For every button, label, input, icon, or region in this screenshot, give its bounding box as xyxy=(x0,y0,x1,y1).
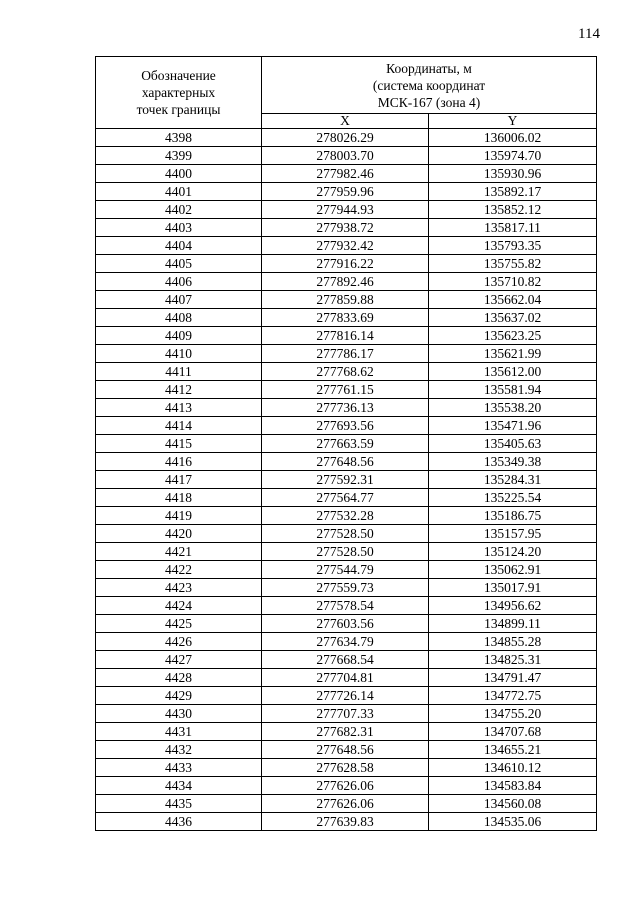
y-coordinate-cell: 134791.47 xyxy=(429,669,597,687)
table-row xyxy=(96,273,597,291)
x-coordinate-cell: 277528.50 xyxy=(262,543,429,561)
point-cell: 4421 xyxy=(96,543,262,561)
point-cell: 4398 xyxy=(96,129,262,147)
x-column-header: X xyxy=(262,114,429,129)
x-coordinate-cell: 277736.13 xyxy=(262,399,429,417)
point-cell: 4412 xyxy=(96,381,262,399)
x-coordinate-cell: 277564.77 xyxy=(262,489,429,507)
page-number: 114 xyxy=(578,26,600,42)
x-coordinate-cell: 277628.58 xyxy=(262,759,429,777)
y-coordinate-cell: 134899.11 xyxy=(429,615,597,633)
point-cell: 4402 xyxy=(96,201,262,219)
y-coordinate-cell: 135930.96 xyxy=(429,165,597,183)
y-coordinate-cell: 135755.82 xyxy=(429,255,597,273)
point-cell: 4419 xyxy=(96,507,262,525)
table-row xyxy=(96,363,597,381)
point-cell: 4425 xyxy=(96,615,262,633)
y-coordinate-cell: 135581.94 xyxy=(429,381,597,399)
table-row xyxy=(96,291,597,309)
point-cell: 4427 xyxy=(96,651,262,669)
x-coordinate-cell: 277626.06 xyxy=(262,777,429,795)
point-cell: 4409 xyxy=(96,327,262,345)
table-row xyxy=(96,129,597,147)
table-row xyxy=(96,453,597,471)
table-row xyxy=(96,327,597,345)
table-row xyxy=(96,525,597,543)
table-row xyxy=(96,579,597,597)
x-coordinate-cell: 277559.73 xyxy=(262,579,429,597)
x-coordinate-cell: 277704.81 xyxy=(262,669,429,687)
table-row xyxy=(96,633,597,651)
table-row xyxy=(96,543,597,561)
y-coordinate-cell: 134772.75 xyxy=(429,687,597,705)
table-row xyxy=(96,615,597,633)
x-coordinate-cell: 277916.22 xyxy=(262,255,429,273)
point-cell: 4426 xyxy=(96,633,262,651)
y-coordinate-cell: 134535.06 xyxy=(429,813,597,831)
coords-header-line: (система координат xyxy=(372,77,486,93)
table-row xyxy=(96,669,597,687)
table-body xyxy=(96,129,597,831)
point-cell: 4415 xyxy=(96,435,262,453)
y-coordinate-cell: 135817.11 xyxy=(429,219,597,237)
table-header xyxy=(96,57,597,129)
y-coordinate-cell: 135852.12 xyxy=(429,201,597,219)
x-coordinate-cell: 277982.46 xyxy=(262,165,429,183)
y-coordinate-cell: 135186.75 xyxy=(429,507,597,525)
table-row xyxy=(96,777,597,795)
y-coordinate-cell: 135405.63 xyxy=(429,435,597,453)
point-cell: 4400 xyxy=(96,165,262,183)
y-coordinate-cell: 135225.54 xyxy=(429,489,597,507)
point-cell: 4432 xyxy=(96,741,262,759)
x-coordinate-cell: 277959.96 xyxy=(262,183,429,201)
point-cell: 4406 xyxy=(96,273,262,291)
coordinates-table xyxy=(95,56,597,831)
y-coordinate-cell: 134610.12 xyxy=(429,759,597,777)
y-coordinate-cell: 135623.25 xyxy=(429,327,597,345)
x-coordinate-cell: 277944.93 xyxy=(262,201,429,219)
x-coordinate-cell: 277626.06 xyxy=(262,795,429,813)
point-header-line: точек границы xyxy=(136,102,221,117)
table-row xyxy=(96,651,597,669)
point-cell: 4429 xyxy=(96,687,262,705)
point-header-line: Обозначение xyxy=(141,68,216,83)
y-coordinate-cell: 134560.08 xyxy=(429,795,597,813)
table-row xyxy=(96,507,597,525)
y-coordinate-cell: 135793.35 xyxy=(429,237,597,255)
point-cell: 4433 xyxy=(96,759,262,777)
table-row xyxy=(96,309,597,327)
y-coordinate-cell: 135017.91 xyxy=(429,579,597,597)
x-coordinate-cell: 277768.62 xyxy=(262,363,429,381)
table-row xyxy=(96,687,597,705)
y-coordinate-cell: 134825.31 xyxy=(429,651,597,669)
table-row xyxy=(96,345,597,363)
point-cell: 4431 xyxy=(96,723,262,741)
point-cell: 4399 xyxy=(96,147,262,165)
y-coordinate-cell: 134755.20 xyxy=(429,705,597,723)
x-coordinate-cell: 277726.14 xyxy=(262,687,429,705)
x-coordinate-cell: 277544.79 xyxy=(262,561,429,579)
y-coordinate-cell: 135662.04 xyxy=(429,291,597,309)
y-coordinate-cell: 135637.02 xyxy=(429,309,597,327)
x-coordinate-cell: 277639.83 xyxy=(262,813,429,831)
point-cell: 4404 xyxy=(96,237,262,255)
x-coordinate-cell: 277603.56 xyxy=(262,615,429,633)
table-row xyxy=(96,795,597,813)
x-coordinate-cell: 277528.50 xyxy=(262,525,429,543)
table-row xyxy=(96,147,597,165)
table-row xyxy=(96,741,597,759)
y-coordinate-cell: 134956.62 xyxy=(429,597,597,615)
table-row xyxy=(96,255,597,273)
table-row xyxy=(96,237,597,255)
x-coordinate-cell: 277648.56 xyxy=(262,741,429,759)
y-coordinate-cell: 134855.28 xyxy=(429,633,597,651)
x-coordinate-cell: 277682.31 xyxy=(262,723,429,741)
point-cell: 4423 xyxy=(96,579,262,597)
coords-header-line: Координаты, м xyxy=(386,60,472,76)
x-coordinate-cell: 277892.46 xyxy=(262,273,429,291)
y-coordinate-cell: 135538.20 xyxy=(429,399,597,417)
x-coordinate-cell: 277932.42 xyxy=(262,237,429,255)
table-row xyxy=(96,435,597,453)
table-row xyxy=(96,381,597,399)
x-coordinate-cell: 277816.14 xyxy=(262,327,429,345)
point-cell: 4434 xyxy=(96,777,262,795)
table-row xyxy=(96,471,597,489)
point-cell: 4401 xyxy=(96,183,262,201)
x-coordinate-cell: 278003.70 xyxy=(262,147,429,165)
x-coordinate-cell: 277859.88 xyxy=(262,291,429,309)
point-cell: 4405 xyxy=(96,255,262,273)
x-coordinate-cell: 277761.15 xyxy=(262,381,429,399)
point-cell: 4430 xyxy=(96,705,262,723)
table-row xyxy=(96,813,597,831)
point-cell: 4403 xyxy=(96,219,262,237)
y-coordinate-cell: 135284.31 xyxy=(429,471,597,489)
table-row xyxy=(96,759,597,777)
point-column-header xyxy=(96,57,262,129)
point-cell: 4408 xyxy=(96,309,262,327)
point-cell: 4416 xyxy=(96,453,262,471)
table-row xyxy=(96,597,597,615)
y-coordinate-cell: 135974.70 xyxy=(429,147,597,165)
point-cell: 4414 xyxy=(96,417,262,435)
y-coordinate-cell: 135471.96 xyxy=(429,417,597,435)
coordinates-column-header xyxy=(262,57,597,114)
x-coordinate-cell: 277634.79 xyxy=(262,633,429,651)
table-row xyxy=(96,201,597,219)
point-cell: 4436 xyxy=(96,813,262,831)
y-coordinate-cell: 134655.21 xyxy=(429,741,597,759)
y-coordinate-cell: 135062.91 xyxy=(429,561,597,579)
table-row xyxy=(96,705,597,723)
y-coordinate-cell: 135710.82 xyxy=(429,273,597,291)
point-cell: 4422 xyxy=(96,561,262,579)
point-cell: 4420 xyxy=(96,525,262,543)
x-coordinate-cell: 277668.54 xyxy=(262,651,429,669)
point-cell: 4428 xyxy=(96,669,262,687)
x-coordinate-cell: 278026.29 xyxy=(262,129,429,147)
y-coordinate-cell: 135612.00 xyxy=(429,363,597,381)
y-column-header: Y xyxy=(429,114,597,129)
y-coordinate-cell: 135349.38 xyxy=(429,453,597,471)
point-cell: 4410 xyxy=(96,345,262,363)
x-coordinate-cell: 277532.28 xyxy=(262,507,429,525)
table-row xyxy=(96,723,597,741)
x-coordinate-cell: 277786.17 xyxy=(262,345,429,363)
y-coordinate-cell: 135621.99 xyxy=(429,345,597,363)
x-coordinate-cell: 277833.69 xyxy=(262,309,429,327)
x-coordinate-cell: 277578.54 xyxy=(262,597,429,615)
point-cell: 4424 xyxy=(96,597,262,615)
x-coordinate-cell: 277648.56 xyxy=(262,453,429,471)
point-cell: 4435 xyxy=(96,795,262,813)
table-row xyxy=(96,561,597,579)
coords-header-line: МСК-167 (зона 4) xyxy=(377,94,481,110)
table-row xyxy=(96,399,597,417)
x-coordinate-cell: 277592.31 xyxy=(262,471,429,489)
y-coordinate-cell: 134707.68 xyxy=(429,723,597,741)
point-cell: 4418 xyxy=(96,489,262,507)
x-coordinate-cell: 277938.72 xyxy=(262,219,429,237)
point-cell: 4411 xyxy=(96,363,262,381)
table-row xyxy=(96,165,597,183)
table-row xyxy=(96,183,597,201)
y-coordinate-cell: 135157.95 xyxy=(429,525,597,543)
y-coordinate-cell: 136006.02 xyxy=(429,129,597,147)
x-coordinate-cell: 277693.56 xyxy=(262,417,429,435)
y-coordinate-cell: 135892.17 xyxy=(429,183,597,201)
table-row xyxy=(96,489,597,507)
point-cell: 4413 xyxy=(96,399,262,417)
x-coordinate-cell: 277663.59 xyxy=(262,435,429,453)
point-cell: 4417 xyxy=(96,471,262,489)
table-row xyxy=(96,417,597,435)
y-coordinate-cell: 135124.20 xyxy=(429,543,597,561)
point-cell: 4407 xyxy=(96,291,262,309)
table-row xyxy=(96,219,597,237)
x-coordinate-cell: 277707.33 xyxy=(262,705,429,723)
point-header-line: характерных xyxy=(141,85,216,100)
y-coordinate-cell: 134583.84 xyxy=(429,777,597,795)
